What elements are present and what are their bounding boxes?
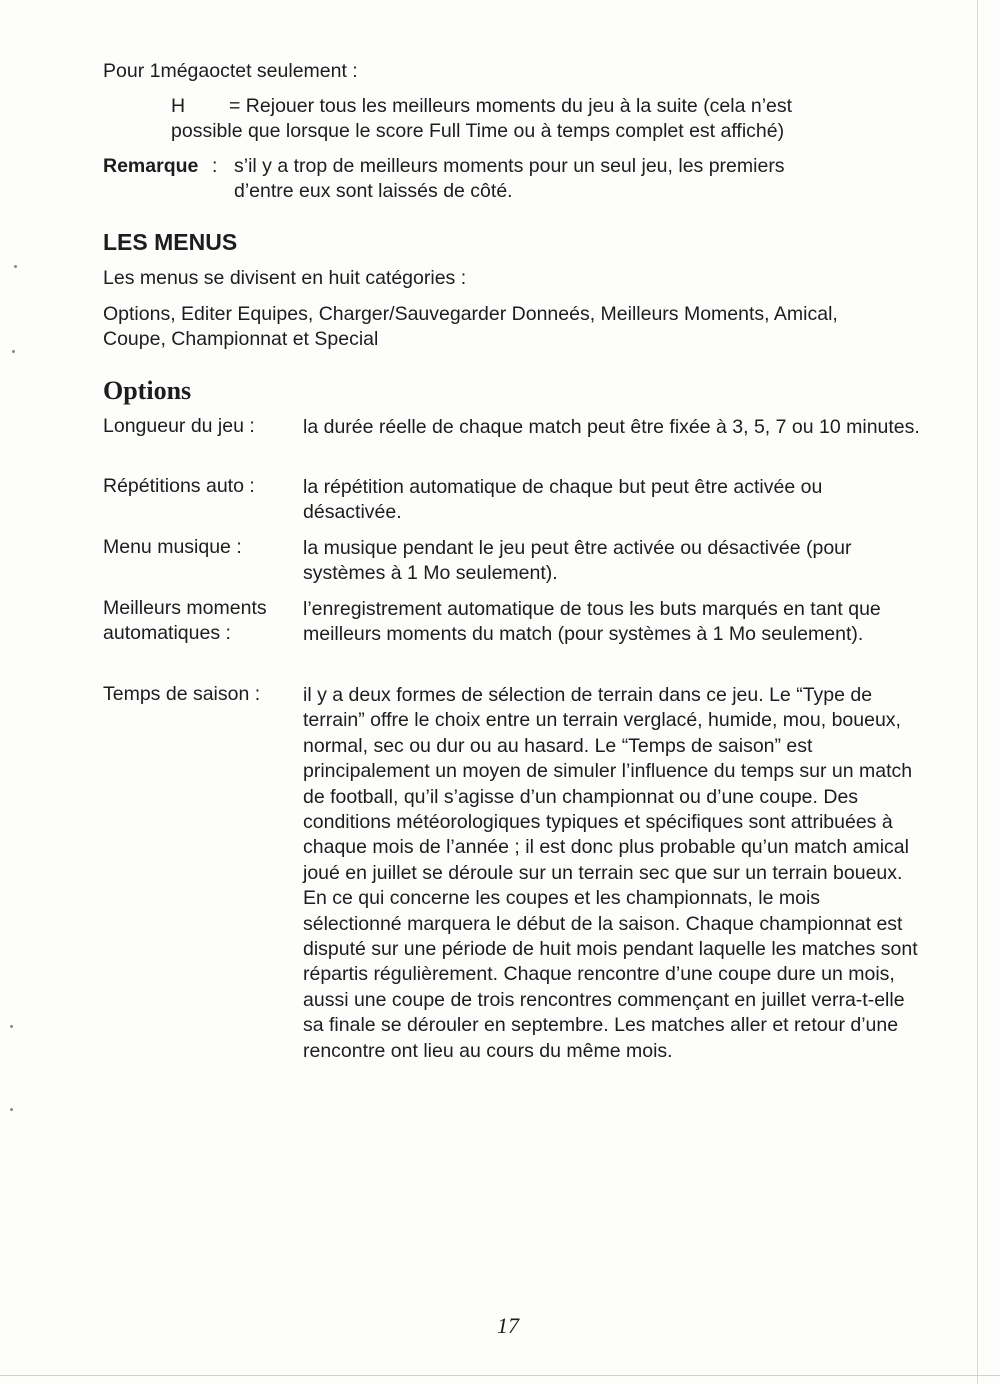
scan-speck bbox=[10, 1025, 13, 1028]
key-description-line-1: = Rejouer tous les meilleurs moments du jeu à la suite (cela n’est bbox=[229, 95, 793, 117]
scan-speck bbox=[14, 265, 17, 268]
option-label-music-menu: Menu musique : bbox=[103, 536, 242, 558]
option-desc-music-menu: la musique pendant le jeu peut être activée ou désactivée (pour systèmes à 1 Mo seulement). bbox=[303, 537, 852, 584]
section-heading-menus: LES MENUS bbox=[103, 229, 238, 255]
page-edge-bottom bbox=[0, 1375, 1000, 1376]
menus-list: Options, Editer Equipes, Charger/Sauvegarder Donneés, Meilleurs Moments, Amical, Coupe, Championnat et Special bbox=[103, 303, 838, 351]
page-edge-right bbox=[977, 0, 978, 1384]
section-heading-options: Options bbox=[103, 376, 192, 405]
option-desc-auto-highlights: l’enregistrement automatique de tous les buts marqués en tant que meilleurs moments du match (pour systèmes à 1 Mo seulement). bbox=[303, 598, 881, 645]
key-label: H bbox=[171, 95, 186, 117]
page-number: 17 bbox=[497, 1313, 519, 1338]
option-label-season-weather: Temps de saison : bbox=[103, 683, 261, 705]
option-label-game-length: Longueur du jeu : bbox=[103, 415, 255, 437]
scan-speck bbox=[10, 1108, 13, 1111]
remark-colon: : bbox=[212, 155, 218, 177]
key-description-line-2: possible que lorsque le score Full Time ou à temps complet est affiché) bbox=[171, 120, 785, 142]
option-desc-season-weather: il y a deux formes de sélection de terrain dans ce jeu. Le “Type de terrain” offre le choix entre un terrain verglacé, humide, mou, boueux, normal, sec ou dur ou au hasard. Le “Temps de saison” est principalement un moyen de simuler l’influence du temps sur un match de football, qu’il s’agisse d’un championnat ou d’une coupe. Des conditions météorologiques typiques et spécifiques sont attribuées à chaque mois de l’année ; il est donc plus probable qu’un match amical joué en juillet se déroule sur un terrain sec que sur un terrain boueux. En ce qui concerne les coupes et les championnats, le mois sélectionné marquera le début de la saison. Chaque championnat est disputé sur une période de huit mois pendant laquelle les matches sont répartis régulièrement. Chaque rencontre d’une coupe dure un mois, aussi une coupe de trois rencontres commençant en juillet verra-t-elle sa finale se dérouler en septembre. Les matches aller et retour d’une rencontre ont lieu au cours du même mois. bbox=[303, 684, 918, 1062]
menus-intro: Les menus se divisent en huit catégories : bbox=[103, 267, 467, 289]
option-label-auto-highlights-line-2: automatiques : bbox=[103, 622, 231, 644]
option-label-auto-replay: Répétitions auto : bbox=[103, 475, 255, 497]
scan-speck bbox=[12, 350, 15, 353]
remark-text-line-1: s’il y a trop de meilleurs moments pour un seul jeu, les premiers bbox=[234, 155, 785, 177]
option-desc-game-length: la durée réelle de chaque match peut être fixée à 3, 5, 7 ou 10 minutes. bbox=[303, 416, 920, 438]
option-desc-auto-replay: la répétition automatique de chaque but peut être activée ou désactivée. bbox=[303, 476, 823, 523]
remark-label: Remarque bbox=[103, 155, 199, 177]
option-label-auto-highlights: Meilleurs moments bbox=[103, 597, 267, 619]
intro-line: Pour 1mégaoctet seulement : bbox=[103, 60, 358, 82]
remark-text-line-2: d’entre eux sont laissés de côté. bbox=[234, 180, 513, 202]
